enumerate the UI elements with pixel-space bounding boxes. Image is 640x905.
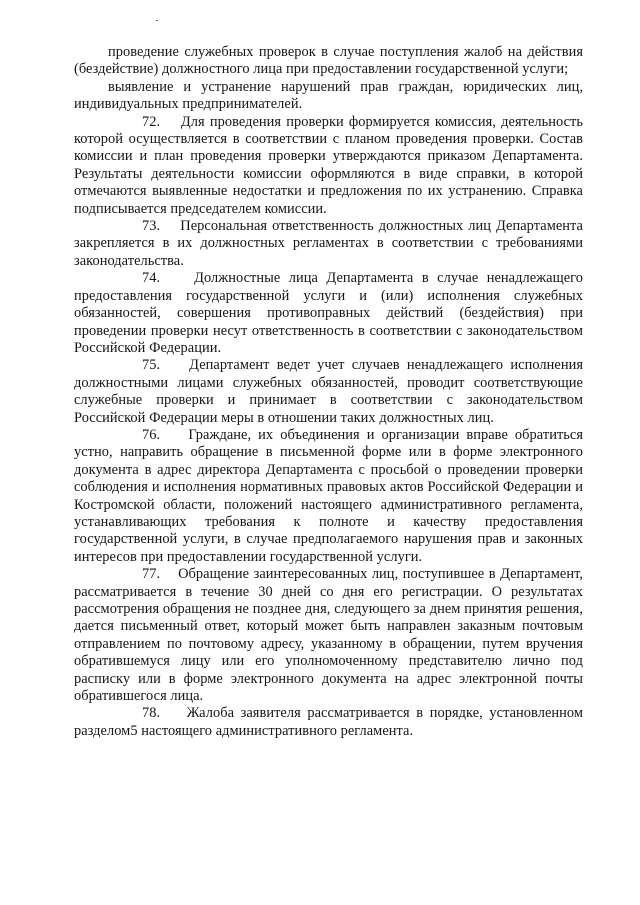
paragraph-text: Граждане, их объединения и организации вправе обратиться устно, направить обращение в письменной форме или в форме электронного документа в адрес директора Департамента с просьбой о проведении проверки соблюдения и исполнения нормативных правовых актов Российской Федерации и Костромской области, положений настоящего административного регламента, устанавливающих требования к полноте и качеству предоставления государственной услуги, в случае предполагаемого нарушения прав и законных интересов при предоставлении государственной услуги. <box>74 426 583 565</box>
paragraph-78 <box>74 705 583 740</box>
scan-speck <box>156 20 158 21</box>
paragraph-number: 74. <box>142 270 161 287</box>
paragraph-72 <box>74 114 583 218</box>
paragraph-number: 73. <box>142 218 161 235</box>
paragraph-number: 78. <box>142 705 161 722</box>
paragraph-text: Департамент ведет учет случаев ненадлежащего исполнения должностными лицами служебных обязанностей, проводит соответствующие служебные проверки и принимает в соответствии с законодательством Российской Федерации меры в отношении таких должностных лиц. <box>74 357 584 426</box>
paragraph-number: 72. <box>142 113 161 130</box>
paragraph-73 <box>74 218 583 270</box>
paragraph-text: Должностные лица Департамента в случае ненадлежащего предоставления государственной услуги и (или) исполнения служебных обязанностей, совершения противоправных действий (бездействия) при проведении проверки несут ответственность в соответствии с законодательством Российской Федерации. <box>74 270 583 356</box>
paragraph-text: выявление и устранение нарушений прав граждан, юридических лиц, индивидуальных предпринимателей. <box>74 78 583 113</box>
paragraph-number: 77. <box>142 566 161 583</box>
paragraph-75 <box>74 357 583 427</box>
paragraph-1 <box>74 44 583 79</box>
paragraph-74 <box>74 270 583 357</box>
paragraph-text: Для проведения проверки формируется комиссия, деятельность которой осуществляется в соответствии с планом проведения проверки. Состав комиссии и план проведения проверки утверждаются приказом Департамента. Результаты деятельности комиссии оформляются в виде справки, в которой отмечаются выявленные недостатки и предложения по их устранению. Справка подписывается председателем комиссии. <box>74 113 583 217</box>
paragraph-number: 75. <box>142 357 161 374</box>
paragraph-2 <box>74 79 583 114</box>
paragraph-text: Обращение заинтересованных лиц, поступившее в Департамент, рассматривается в течение 30 дней со дня его регистрации. О результатах рассмотрения обращения не позднее дня, следующего за днем принятия решения, дается письменный ответ, который может быть направлен заказным почтовым отправлением по почтовому адресу, указанному в обращении, путем вручения обратившемуся лицу или его уполномоченному представителю лично под расписку или в форме электронного документа на адрес электронной почты обратившегося лица. <box>74 566 583 705</box>
paragraph-76 <box>74 427 583 566</box>
paragraph-text: проведение служебных проверок в случае поступления жалоб на действия (бездействие) должностного лица при предоставлении государственной услуги; <box>74 44 583 78</box>
paragraph-text: Персональная ответственность должностных лиц Департамента закрепляется в их должностных регламентах в соответствии с требованиями законодательства. <box>74 218 583 269</box>
paragraph-77 <box>74 566 583 705</box>
paragraph-number: 76. <box>142 426 161 443</box>
paragraph-text: Жалоба заявителя рассматривается в порядке, установленном разделом5 настоящего административного регламента. <box>74 705 584 739</box>
